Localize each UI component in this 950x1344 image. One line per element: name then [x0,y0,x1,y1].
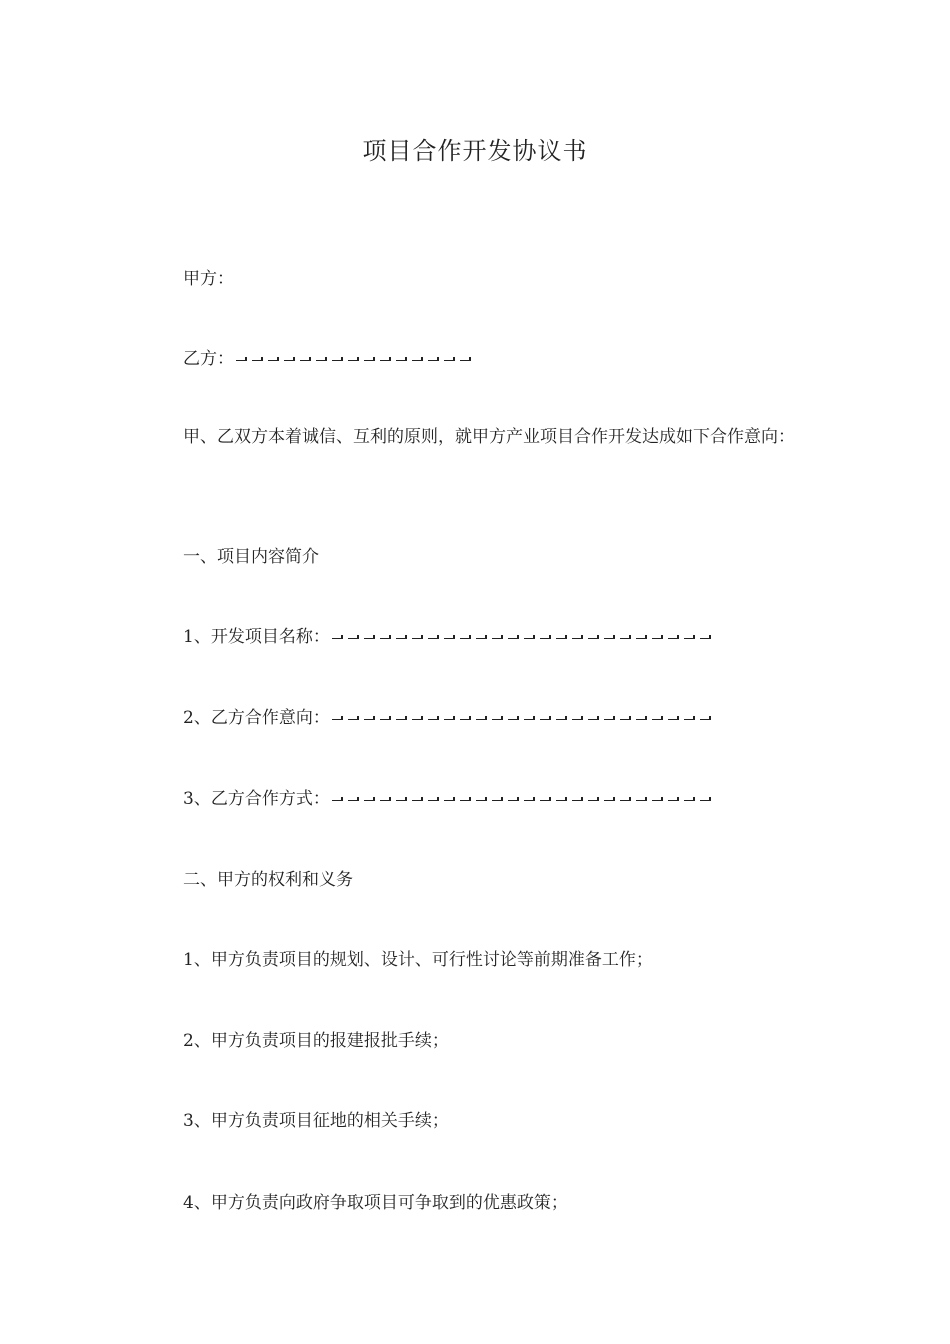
section1-item-1 [183,624,714,650]
party-b-line [183,346,472,372]
project-name-blank-field[interactable] [332,633,714,643]
section2-item-1: 1、甲方负责项目的规划、设计、可行性讨论等前期准备工作； [183,950,653,970]
section1-item-3-label: 3、乙方合作方式： [183,789,330,809]
section1-item-2 [183,705,714,731]
section1-item-3 [183,786,714,812]
section2-heading: 二、甲方的权利和义务 [183,870,353,890]
section2-item-4: 4、甲方负责向政府争取项目可争取到的优惠政策； [183,1193,568,1213]
section1-heading: 一、项目内容简介 [183,547,319,567]
party-b-blank-field[interactable] [236,355,472,365]
party-a-label: 甲方： [183,269,234,289]
section2-item-3: 3、甲方负责项目征地的相关手续； [183,1111,449,1131]
cooperation-method-blank-field[interactable] [332,795,714,805]
section2-item-2: 2、甲方负责项目的报建报批手续； [183,1031,449,1051]
section1-item-1-label: 1、开发项目名称： [183,627,330,647]
cooperation-intent-blank-field[interactable] [332,714,714,724]
party-a-line [183,266,234,292]
document-title: 项目合作开发协议书 [362,137,588,165]
intro-paragraph: 甲、乙双方本着诚信、互利的原则，就甲方产业项目合作开发达成如下合作意向： [183,427,795,447]
party-b-label: 乙方： [183,349,234,369]
section1-item-2-label: 2、乙方合作意向： [183,708,330,728]
